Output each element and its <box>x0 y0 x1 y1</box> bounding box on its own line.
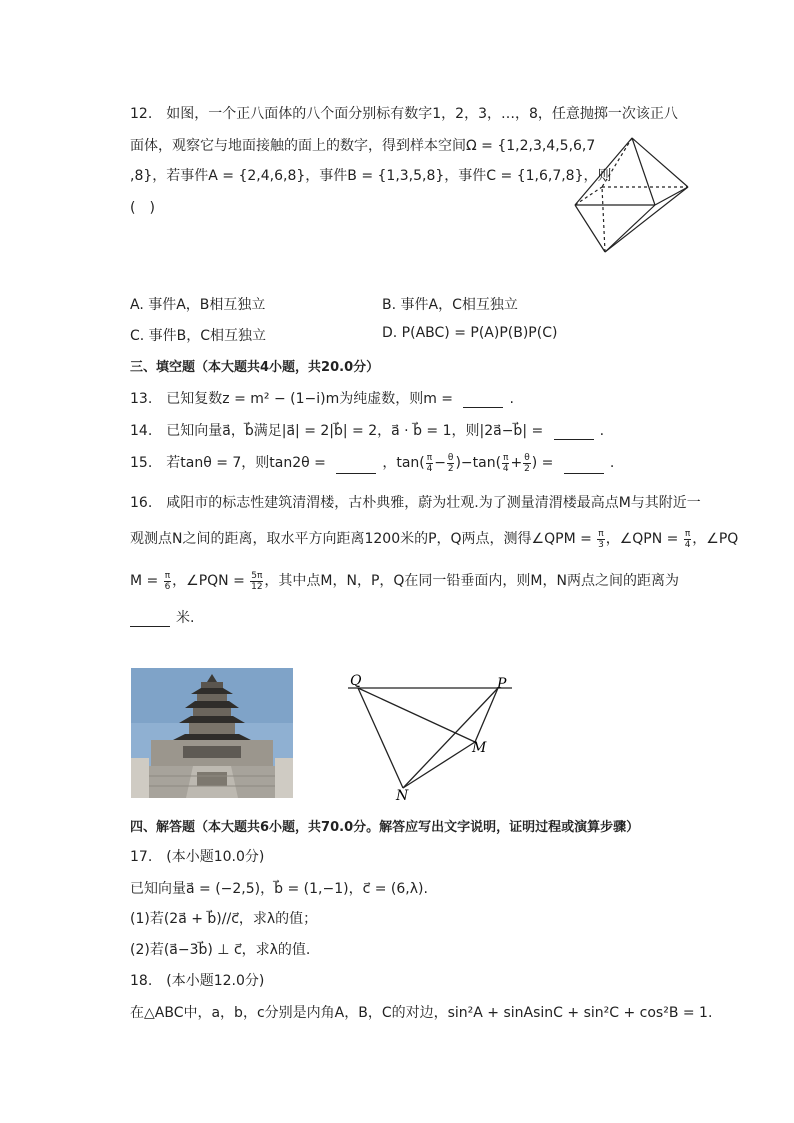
q16-line2-pq: ，∠PQ <box>692 531 739 547</box>
q12-option-c: C. 事件B，C相互独立 <box>130 328 267 344</box>
q16-line2 <box>130 528 738 550</box>
q17-given: 已知向量a⃗ = (−2,5)，b⃗ = (1,−1)，c⃗ = (6,λ). <box>130 881 428 897</box>
qingwei-tower-photo <box>131 668 293 798</box>
label-p: P <box>497 676 507 692</box>
q15-tan-minus: )−tan( <box>455 455 502 471</box>
q16-line3 <box>130 570 679 592</box>
q15-end: . <box>609 455 615 471</box>
q16-line2-text: 观测点N之间的距离，取水平方向距离1200米的P，Q两点，测得∠QPM = <box>130 531 597 547</box>
q15-blank2 <box>564 459 604 474</box>
q16-line3-text: ，其中点M，N，P，Q在同一铅垂面内，则M，N两点之间的距离为 <box>264 573 679 589</box>
q13 <box>130 388 514 408</box>
q12-option-b: B. 事件A，C相互独立 <box>382 297 518 313</box>
q12-option-a: A. 事件A，B相互独立 <box>130 297 266 313</box>
q16-line3-pqn: ，∠PQN = <box>172 573 250 589</box>
q13-text: 13. 已知复数z = m² − (1−i)m为纯虚数，则m = <box>130 391 458 407</box>
label-m: M <box>472 740 487 756</box>
q14-end: . <box>599 423 605 439</box>
q16-line1: 16. 咸阳市的标志性建筑清渭楼，古朴典雅，蔚为壮观.为了测量清渭楼最高点M与其附近一 <box>130 495 701 511</box>
q17-part1: (1)若(2a⃗ + b⃗)//c⃗，求λ的值； <box>130 911 318 927</box>
q12-line4: ( ) <box>130 200 155 216</box>
q13-blank <box>463 393 503 408</box>
label-q: Q <box>350 673 362 689</box>
q14-blank <box>554 425 594 440</box>
q14 <box>130 420 604 440</box>
q14-text: 14. 已知向量a⃗，b⃗满足|a⃗| = 2|b⃗| = 2，a⃗ · b⃗ = 1，则|2a⃗−b⃗| = <box>130 423 548 439</box>
q12-line1: 12. 如图，一个正八面体的八个面分别标有数字1，2，3，…，8，任意抛掷一次该正八 <box>130 106 678 122</box>
q16-blank <box>130 612 170 627</box>
q15-blank1 <box>336 459 376 474</box>
q15-frac-theta2-b: $\frac{\theta}{2}$ <box>524 452 530 474</box>
q17-part2: (2)若(a⃗−3b⃗) ⊥ c⃗，求λ的值. <box>130 942 311 958</box>
q16-frac-pi3: $\frac{\pi}{3}$ <box>598 528 604 550</box>
q18-head: 18. (本小题12.0分) <box>130 973 265 989</box>
q16-line2-qpn: ，∠QPN = <box>605 531 683 547</box>
triangle-figure <box>340 672 520 804</box>
q15-frac-pi4-b: $\frac{\pi}{4}$ <box>502 452 509 474</box>
q12-line3: ,8}，若事件A = {2,4,6,8}，事件B = {1,3,5,8}，事件C = {1,6,7,8}，则 <box>130 168 612 184</box>
q16-frac-pi4: $\frac{\pi}{4}$ <box>684 528 691 550</box>
q16-line3-m: M = <box>130 573 163 589</box>
q15-text: 15. 若tanθ = 7，则tan2θ = <box>130 455 331 471</box>
q13-end: . <box>509 391 514 407</box>
q15-frac-pi4-a: $\frac{\pi}{4}$ <box>426 452 433 474</box>
q16-frac-5pi12: $\frac{5\pi}{12}$ <box>251 570 263 592</box>
q15-eq: ) = <box>531 455 558 471</box>
section4-heading: 四、解答题（本大题共6小题，共70.0分。解答应写出文字说明，证明过程或演算步骤） <box>130 820 640 835</box>
q15-frac-theta2-a: $\frac{\theta}{2}$ <box>447 452 454 474</box>
q15: 15. 若tanθ = 7，则tan2θ = ，tan( $\frac{\pi}{4}$ − $\frac{\theta}{2}$ )−tan( $\frac{\pi}{4}$ + $\frac{\theta}{2}$ ) = . <box>130 452 615 474</box>
q12-line2: 面体，观察它与地面接触的面上的数字，得到样本空间Ω = {1,2,3,4,5,6,7 <box>130 138 596 154</box>
q16-line4 <box>130 607 194 627</box>
q16-frac-pi6: $\frac{\pi}{6}$ <box>164 570 171 592</box>
q15-tan-open: ，tan( <box>382 455 425 471</box>
octahedron-figure <box>570 135 695 255</box>
q16-unit: 米. <box>176 610 195 626</box>
q17-head: 17. (本小题10.0分) <box>130 849 265 865</box>
label-n: N <box>396 788 409 804</box>
q12-option-d: D. P(ABC) = P(A)P(B)P(C) <box>382 325 558 341</box>
section3-heading: 三、填空题（本大题共4小题，共20.0分） <box>130 360 380 375</box>
q18-text: 在△ABC中，a，b，c分别是内角A，B，C的对边，sin²A + sinAsinC + sin²C + cos²B = 1. <box>130 1005 713 1021</box>
